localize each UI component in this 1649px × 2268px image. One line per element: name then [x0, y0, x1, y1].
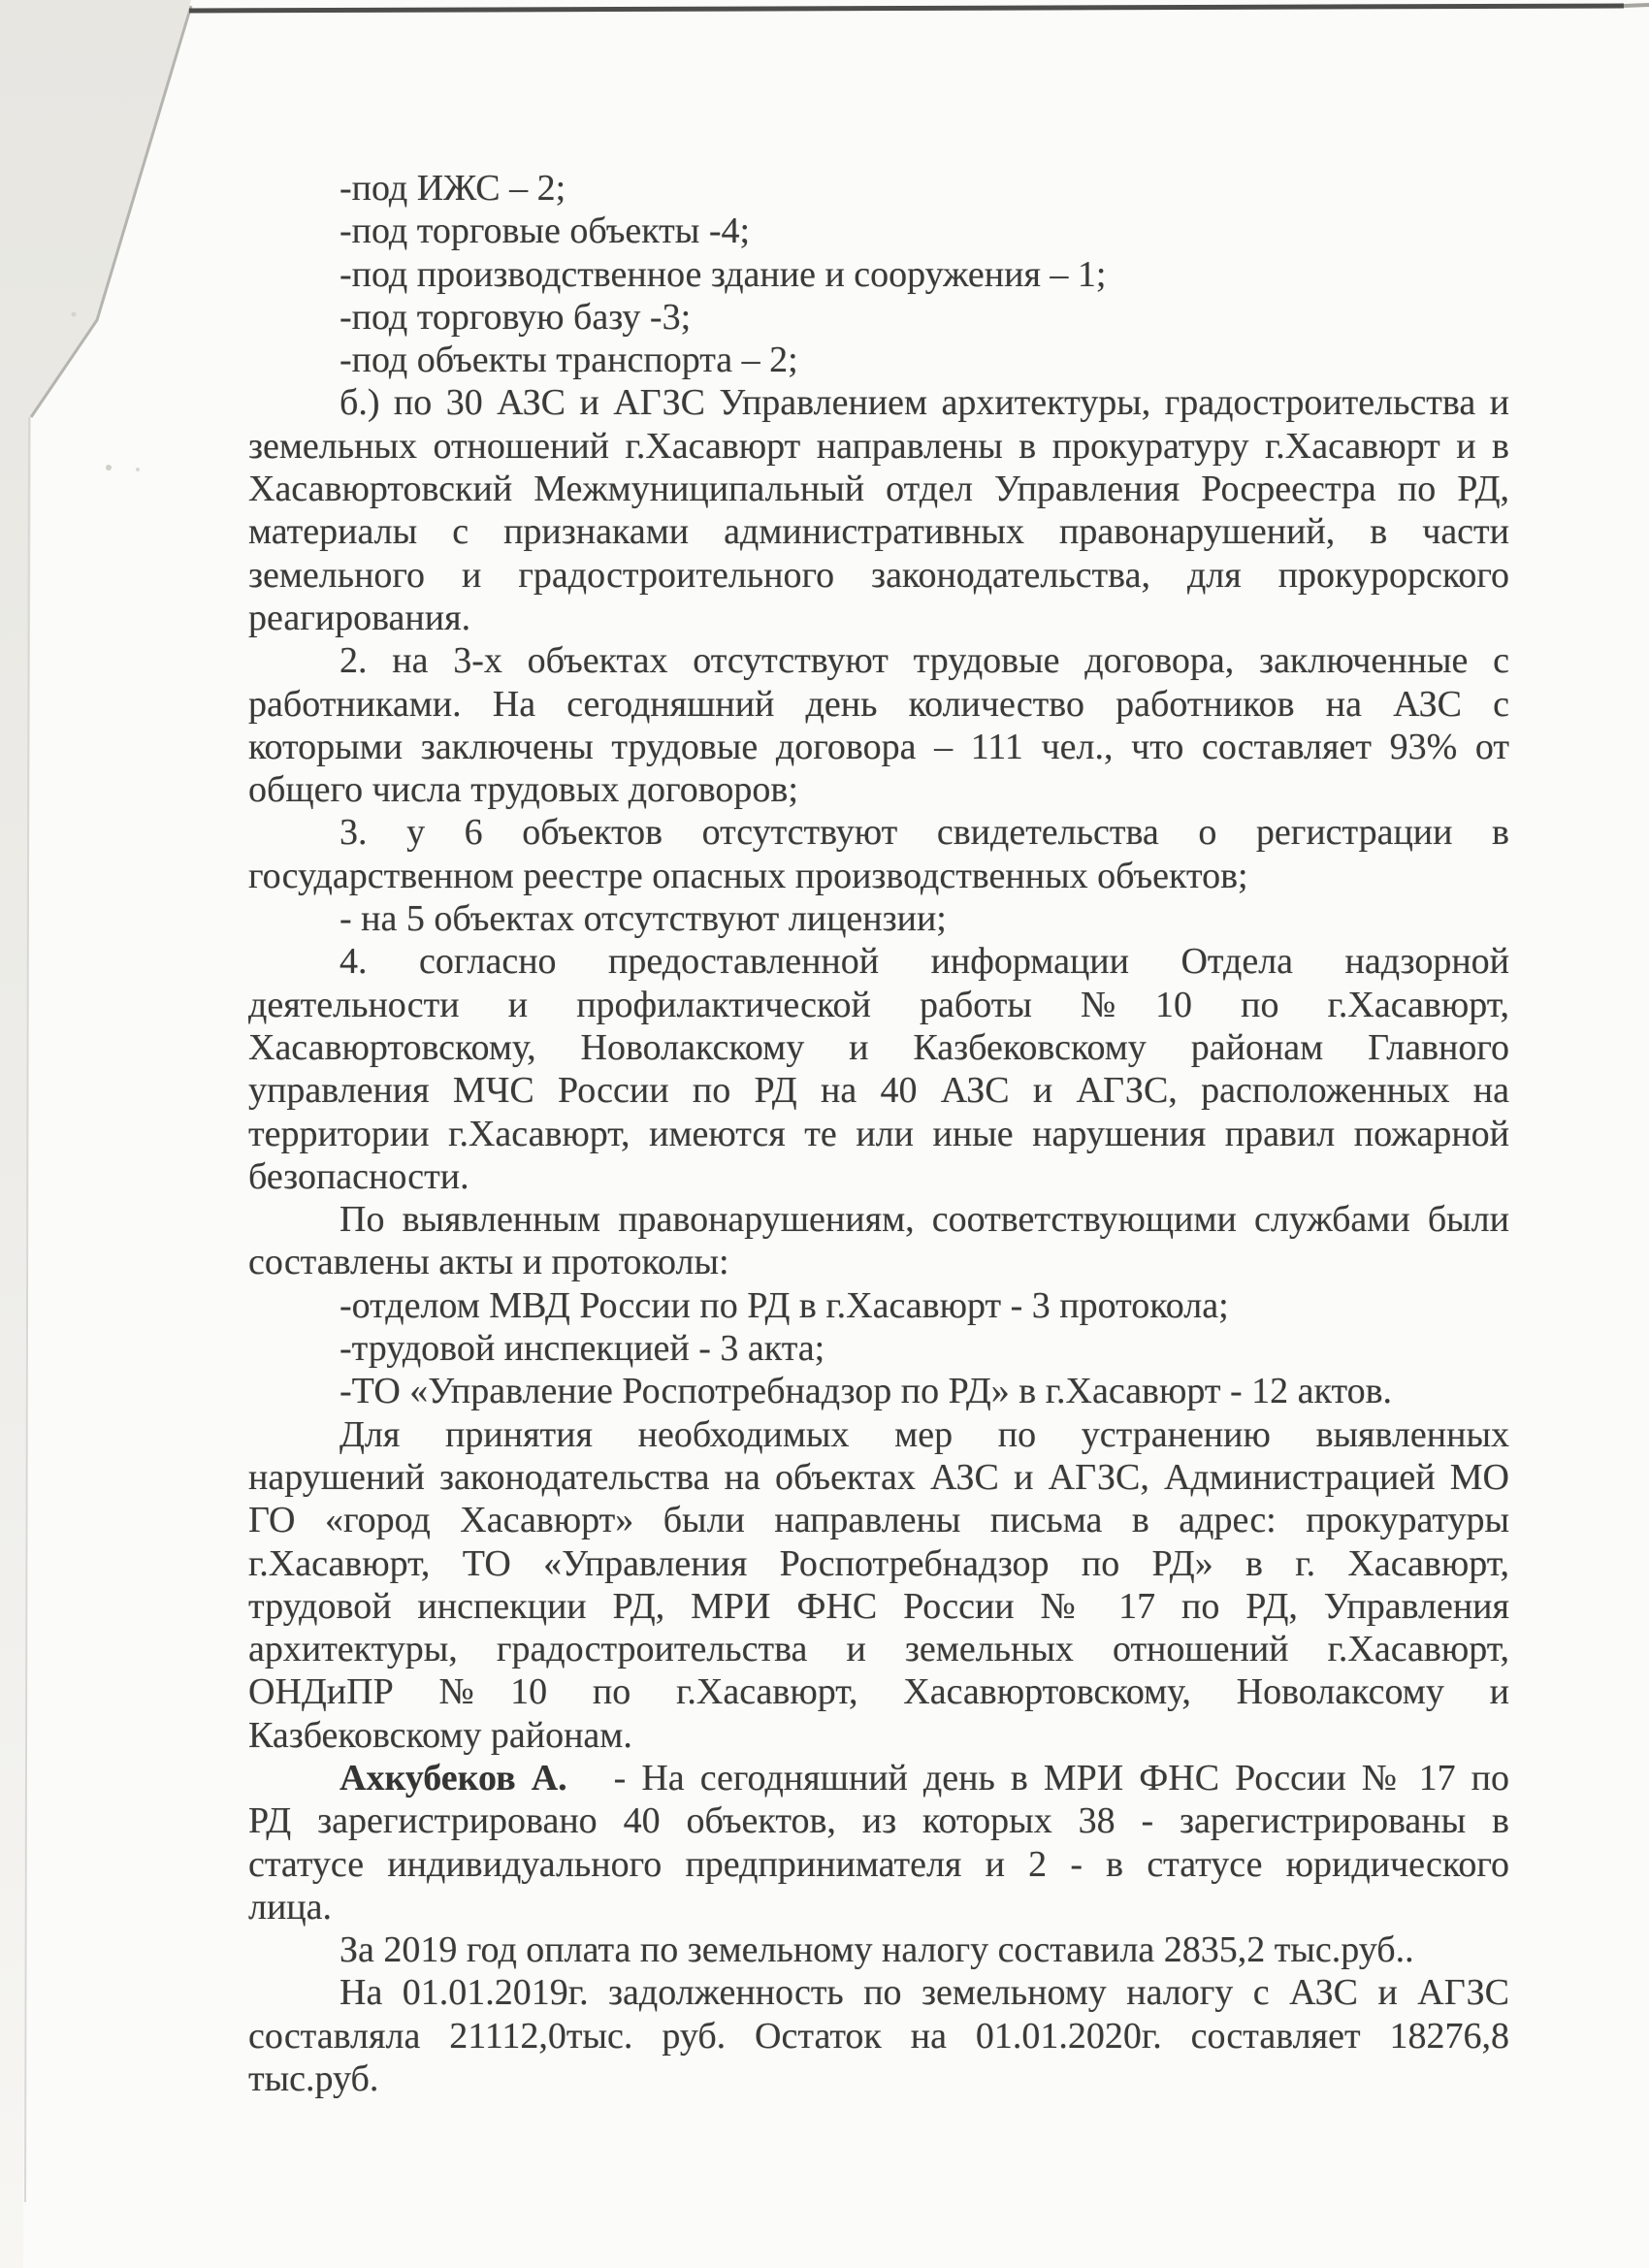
text-line: РД зарегистрировано 40 объектов, из которых 38 - зарегистрированы в [248, 1800, 1509, 1842]
text-line: деятельности и профилактической работы №10 по г.Хасавюрт, [248, 984, 1509, 1025]
text-line: общего числа трудовых договоров; [248, 769, 798, 811]
document-text-block [248, 167, 1509, 2100]
text-line: лица. [248, 1886, 333, 1928]
text-line: работниками. На сегодняшний день количество работников на АЗС с [248, 683, 1509, 725]
text-line: территории г.Хасавюрт, имеются те или иные нарушения правил пожарной [248, 1113, 1509, 1154]
text-line: трудовой инспекции РД, МРИ ФНС России № 17 по РД, Управления [248, 1585, 1509, 1627]
text-line: -под производственное здание и сооружения – 1; [340, 253, 1107, 295]
text-line: нарушений законодательства на объектах АЗС и АГЗС, Администрацией МО [248, 1456, 1509, 1498]
text-line: б.) по 30 АЗС и АГЗС Управлением архитектуры, градостроительства и [340, 382, 1509, 424]
dust-speck [72, 312, 77, 317]
text-line: -отделом МВД России по РД в г.Хасавюрт - 3 протокола; [340, 1284, 1229, 1326]
text-line: государственном реестре опасных производственных объектов; [248, 855, 1248, 896]
text-line: Казбековскому районам. [248, 1714, 632, 1756]
text-line: -трудовой инспекцией - 3 акта; [340, 1328, 825, 1370]
text-line: -под торговую базу -3; [340, 296, 692, 338]
text-line: тыс.руб. [248, 2058, 379, 2100]
text-line: На 01.01.2019г. задолженность по земельному налогу с АЗС и АГЗС [340, 1972, 1509, 2014]
text-line: Хасавюртовский Межмуниципальный отдел Управления Росреестра по РД, [248, 469, 1509, 510]
text-line: - на 5 объектах отсутствуют лицензии; [340, 898, 947, 940]
text-line: За 2019 год оплата по земельному налогу составила 2835,2 тыс.руб.. [340, 1929, 1414, 1971]
text-line: По выявленным правонарушениям, соответствующими службами были [340, 1199, 1509, 1241]
text-line: 2. на 3-х объектах отсутствуют трудовые договора, заключенные с [340, 640, 1509, 682]
text-line: -ТО «Управление Роспотребнадзор по РД» в г.Хасавюрт - 12 актов. [340, 1371, 1393, 1412]
text-line: управления МЧС России по РД на 40 АЗС и АГЗС, расположенных на [248, 1070, 1509, 1112]
text-line: 3. у 6 объектов отсутствуют свидетельства о регистрации в [340, 812, 1509, 854]
text-line: -под торговые объекты -4; [340, 211, 751, 252]
text-line: ГО «город Хасавюрт» были направлены письма в адрес: прокуратуры [248, 1500, 1509, 1541]
text-line: 4. согласно предоставленной информации Отдела надзорной [340, 941, 1509, 983]
text-line: которыми заключены трудовые договора – 111 чел., что составляет 93% от [248, 726, 1509, 767]
text-line: земельных отношений г.Хасавюрт направлены в прокуратуру г.Хасавюрт и в [248, 425, 1509, 467]
page-left-edge-line [25, 417, 29, 2202]
text-line: составлены акты и протоколы: [248, 1242, 729, 1283]
scanner-background-wedge [0, 0, 191, 2268]
text-line: земельного и градостроительного законодательства, для прокурорского [248, 554, 1509, 596]
corner-fold-edge [31, 6, 191, 417]
text-line: реагирования. [248, 597, 471, 638]
speaker-name: Ахкубеков А. [340, 1757, 567, 1798]
text-line: -под ИЖС – 2; [340, 168, 566, 209]
text-line: ОНДиПР №10 по г.Хасавюрт, Хасавюртовскому, Новолаксому и [248, 1671, 1509, 1713]
text-line: г.Хасавюрт, ТО «Управления Роспотребнадзор по РД» в г. Хасавюрт, [248, 1542, 1509, 1584]
text-line: архитектуры, градостроительства и земельных отношений г.Хасавюрт, [248, 1629, 1509, 1670]
page-top-edge-line-faint [1624, 5, 1649, 6]
text-line: Ахкубеков А. - На сегодняшний день в МРИ ФНС России № 17 по [340, 1757, 1510, 1798]
text-line: Хасавюртовскому, Новолакскому и Казбековскому районам Главного [248, 1026, 1509, 1068]
text-line: материалы с признаками административных правонарушений, в части [248, 511, 1509, 553]
dust-speck [136, 468, 140, 471]
page-top-edge-line [189, 6, 1624, 11]
dust-speck [106, 465, 112, 470]
text-line: статусе индивидуального предпринимателя и 2 - в статусе юридического [248, 1843, 1509, 1885]
text-line: безопасности. [248, 1155, 469, 1197]
text-line: -под объекты транспорта – 2; [340, 340, 798, 381]
text-line: составляла 21112,0тыс. руб. Остаток на 01.01.2020г. составляет 18276,8 [248, 2015, 1509, 2057]
text-line: Для принятия необходимых мер по устранению выявленных [340, 1413, 1509, 1455]
